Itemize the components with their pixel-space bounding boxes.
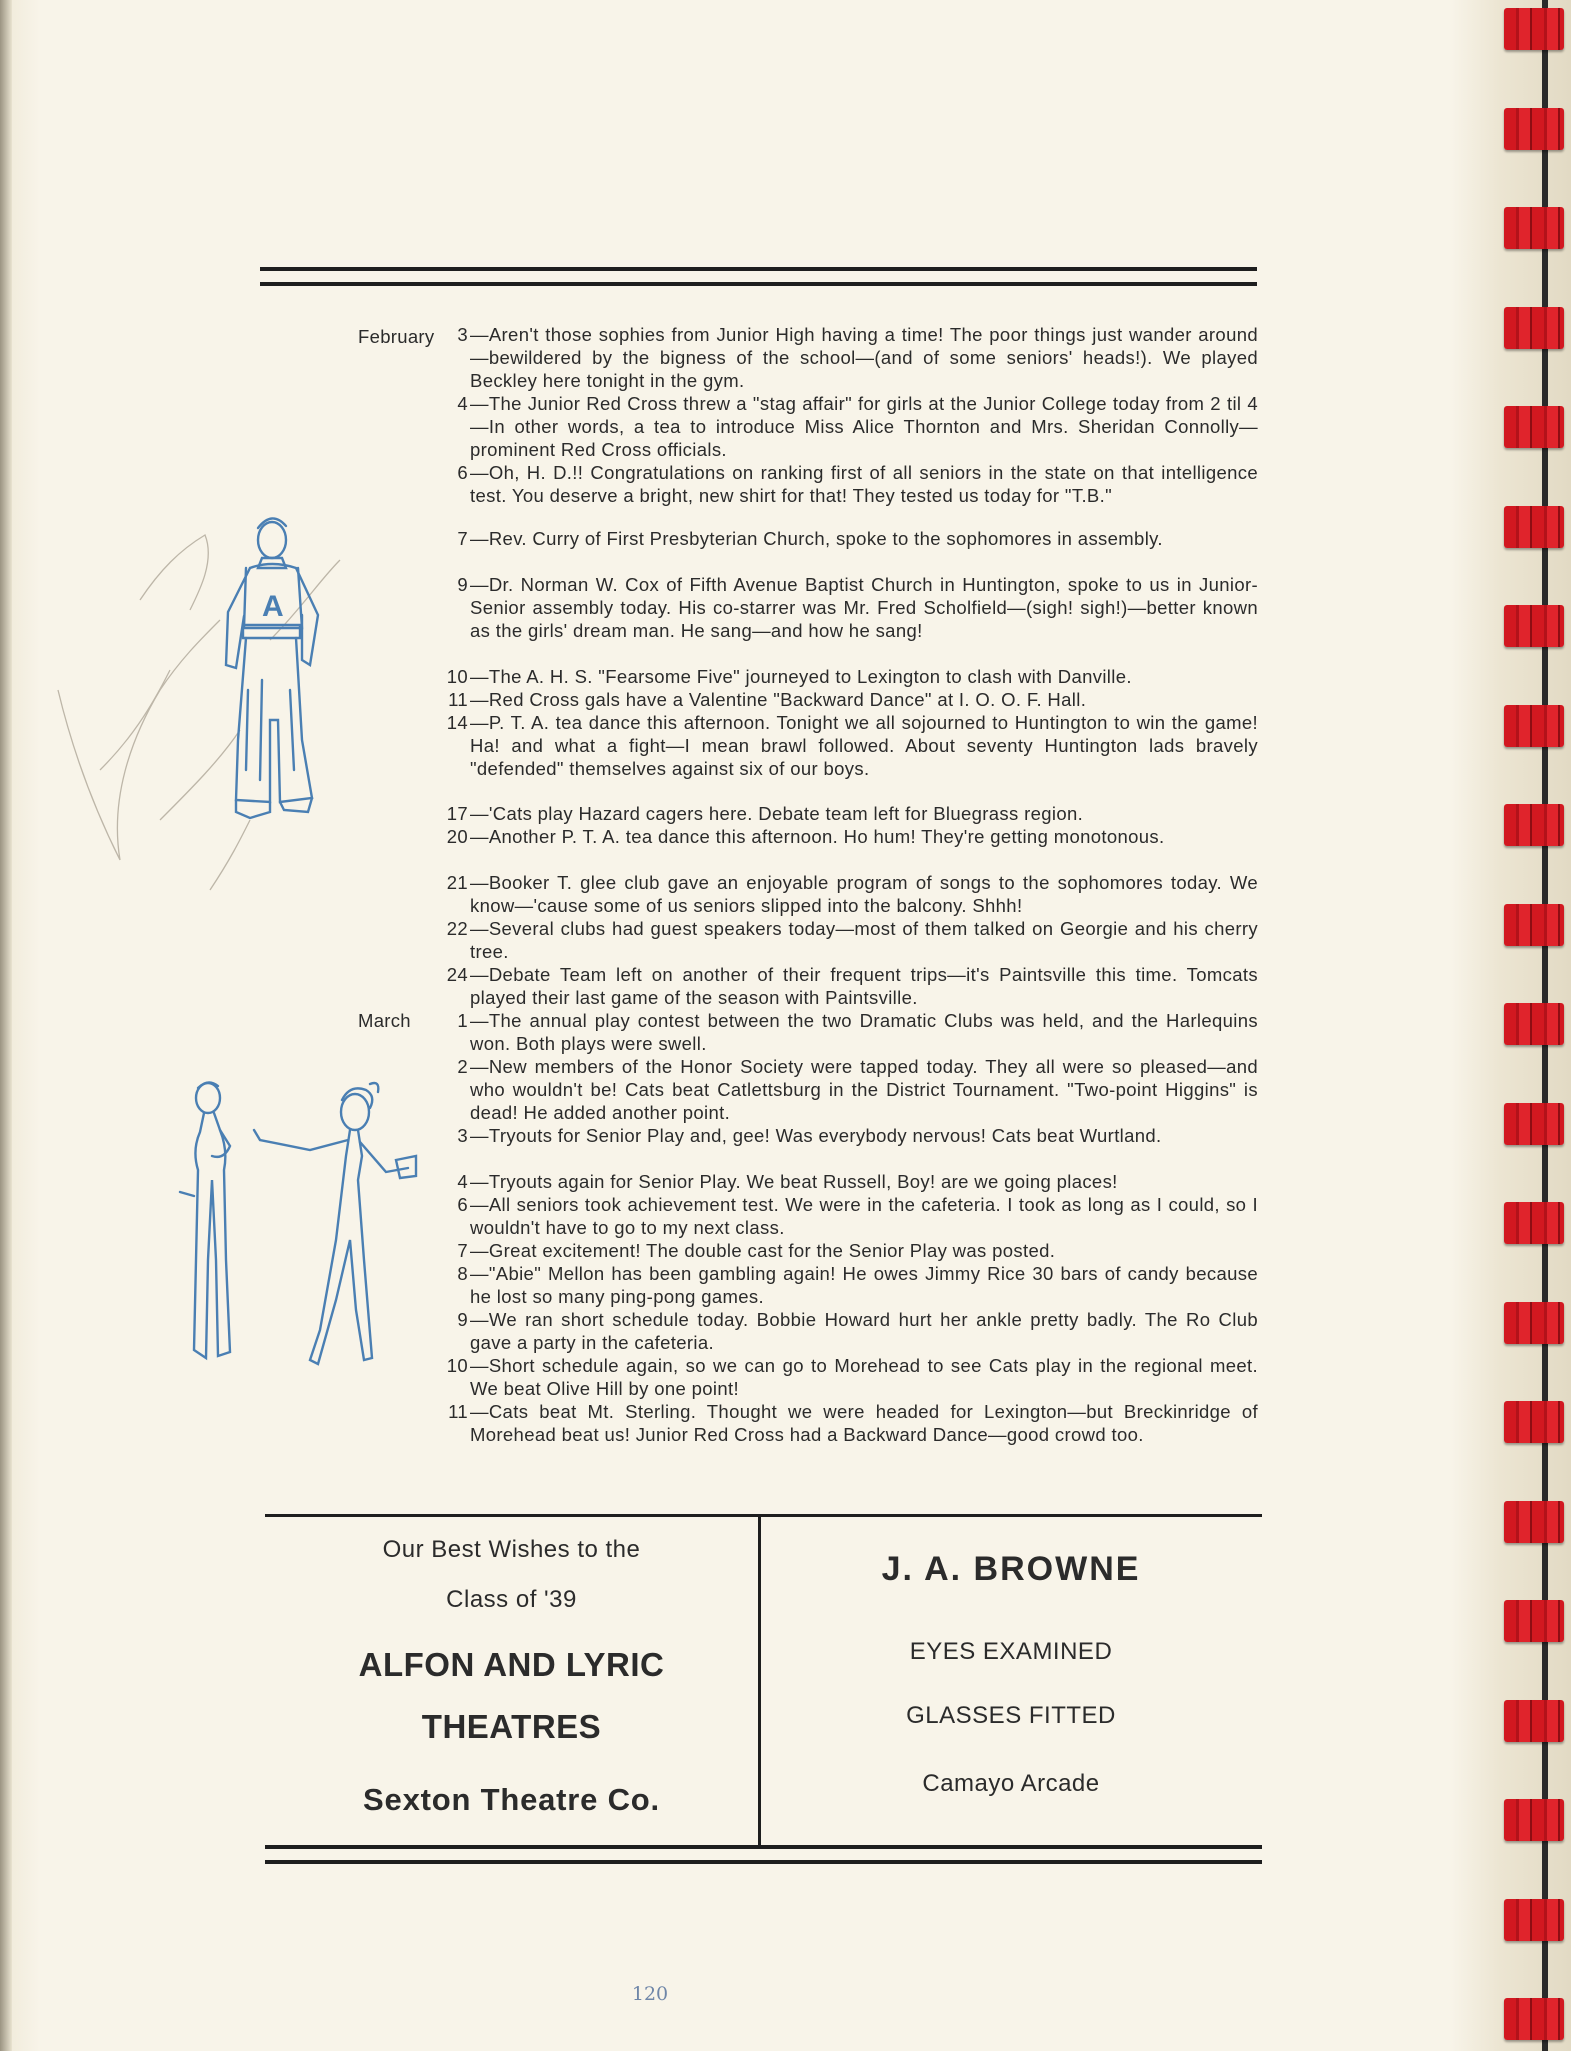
binding-ring bbox=[1504, 307, 1564, 349]
diary-entry bbox=[457, 1009, 1258, 1055]
entry-day: 3 bbox=[457, 1125, 468, 1146]
diary-entry bbox=[457, 323, 1258, 392]
diary-entry bbox=[446, 1354, 1258, 1400]
diary-entry bbox=[446, 917, 1258, 963]
diary-entry bbox=[457, 461, 1258, 507]
diary-entry bbox=[446, 802, 1258, 825]
binding-ring bbox=[1504, 406, 1564, 448]
ad-theatres-label: THEATRES bbox=[421, 1708, 602, 1745]
entry-day: 6 bbox=[457, 1194, 468, 1215]
diary-entry bbox=[448, 1400, 1258, 1446]
binding-ring bbox=[1504, 1003, 1564, 1045]
entry-day: 4 bbox=[457, 1171, 468, 1192]
page-number: 120 bbox=[631, 1983, 669, 2005]
entry-day: 20 bbox=[446, 826, 468, 847]
binding-ring bbox=[1504, 8, 1564, 50]
entry-day: 9 bbox=[457, 1309, 468, 1330]
entry-text: —P. T. A. tea dance this afternoon. Tonight we all sojourned to Huntington to win the game! Ha! and what a fight—I mean brawl followed. About seventy Huntington lads bravely "defended" themselves against six of our boys. bbox=[470, 712, 1258, 779]
binding-ring bbox=[1504, 1700, 1564, 1742]
entry-day: 11 bbox=[448, 1401, 468, 1422]
student-sketch-illustration bbox=[40, 440, 370, 940]
diary-entry bbox=[446, 711, 1258, 780]
entry-text: —Oh, H. D.!! Congratulations on ranking first of all seniors in the state on that intelligence test. You deserve a bright, new shirt for that! They tested us today for "T.B." bbox=[470, 462, 1258, 506]
entry-text: —We ran short schedule today. Bobbie Howard hurt her ankle pretty badly. The Ro Club gave a party in the cafeteria. bbox=[470, 1309, 1258, 1353]
sweater-letter: A bbox=[262, 590, 284, 623]
entry-day: 11 bbox=[448, 689, 468, 710]
boy-in-letter-sweater bbox=[226, 518, 318, 818]
entry-text: —All seniors took achievement test. We were in the cafeteria. I took as long as I could, so I wouldn't have to go to my next class. bbox=[470, 1194, 1258, 1238]
diary-entry bbox=[446, 871, 1258, 917]
binding-ring bbox=[1504, 108, 1564, 150]
diary-entry bbox=[457, 1055, 1258, 1124]
month-label-march: March bbox=[358, 1010, 411, 1031]
entry-text: —Great excitement! The double cast for the Senior Play was posted. bbox=[470, 1240, 1056, 1261]
diary-entry bbox=[457, 1170, 1258, 1193]
ad-optometrist-name: J. A. BROWNE bbox=[881, 1550, 1141, 1588]
binding-ring bbox=[1504, 1600, 1564, 1642]
diary-entry bbox=[457, 573, 1258, 642]
entry-text: —Red Cross gals have a Valentine "Backward Dance" at I. O. O. F. Hall. bbox=[470, 689, 1087, 710]
ad-class-year: Class of '39 bbox=[446, 1586, 577, 1613]
entry-text: —New members of the Honor Society were tapped today. They all were so pleased—and who wouldn't be! Cats beat Catlettsburg in the District Tournament. "Two-point Higgins" is dead! He added another point. bbox=[470, 1056, 1258, 1123]
entry-day: 2 bbox=[457, 1056, 468, 1077]
entry-day: 9 bbox=[457, 574, 468, 595]
entry-text: —The A. H. S. "Fearsome Five" journeyed to Lexington to clash with Danville. bbox=[470, 666, 1132, 687]
entry-text: —Debate Team left on another of their frequent trips—it's Paintsville this time. Tomcats played their last game of the season with Paintsville. bbox=[470, 964, 1258, 1008]
ad-theatres-name: ALFON AND LYRIC bbox=[358, 1646, 665, 1683]
ad-greeting: Our Best Wishes to the bbox=[382, 1536, 641, 1563]
diary-entry bbox=[448, 688, 1258, 711]
pencil-signature-scribble bbox=[58, 535, 340, 890]
entry-text: —Aren't those sophies from Junior High having a time! The poor things just wander around—bewildered by the bigness of the school—(and of some seniors' heads!). We played Beckley here tonight in the gym. bbox=[470, 324, 1258, 391]
binding-ring bbox=[1504, 804, 1564, 846]
diary-entry bbox=[446, 963, 1258, 1009]
entry-day: 7 bbox=[457, 528, 468, 549]
entry-day: 3 bbox=[457, 324, 468, 345]
theatres-advertisement bbox=[265, 1514, 758, 1845]
entry-day: 17 bbox=[446, 803, 468, 824]
entry-text: —Cats beat Mt. Sterling. Thought we were headed for Lexington—but Breckinridge of Morehead beat us! Junior Red Cross had a Backward Dance—good crowd too. bbox=[470, 1401, 1258, 1445]
entry-text: —Dr. Norman W. Cox of Fifth Avenue Baptist Church in Huntington, spoke to us in Junior-Senior assembly today. His co-starrer was Mr. Fred Scholfield—(sigh! sigh!)—better known as the girls' dream man. He sang—and how he sang! bbox=[470, 574, 1258, 641]
ad-eyes-examined: EYES EXAMINED bbox=[909, 1638, 1113, 1665]
entry-text: —Tryouts for Senior Play and, gee! Was everybody nervous! Cats beat Wurtland. bbox=[470, 1125, 1162, 1146]
diary-entry bbox=[446, 825, 1258, 848]
ad-company-name: Sexton Theatre Co. bbox=[363, 1782, 660, 1817]
top-double-rule bbox=[260, 267, 1257, 286]
entry-text: —Another P. T. A. tea dance this afternoon. Ho hum! They're getting monotonous. bbox=[470, 826, 1165, 847]
binding-ring bbox=[1504, 605, 1564, 647]
binding-ring bbox=[1504, 904, 1564, 946]
entry-day: 8 bbox=[457, 1263, 468, 1284]
entry-day: 10 bbox=[446, 1355, 468, 1376]
binding-ring bbox=[1504, 207, 1564, 249]
entry-day: 21 bbox=[446, 872, 468, 893]
couple-sketch-illustration bbox=[150, 1060, 420, 1400]
entry-text: —The Junior Red Cross threw a "stag affair" for girls at the Junior College today from 2 til 4—In other words, a tea to introduce Miss Alice Thornton and Mrs. Sheridan Connolly—prominent Red Cross officials. bbox=[470, 393, 1258, 460]
diary-entry bbox=[457, 1308, 1258, 1354]
entry-text: —'Cats play Hazard cagers here. Debate team left for Bluegrass region. bbox=[470, 803, 1084, 824]
diary-entry bbox=[457, 1262, 1258, 1308]
optometrist-advertisement bbox=[760, 1514, 1262, 1845]
entry-text: —The annual play contest between the two Dramatic Clubs was held, and the Harlequins won. Both plays were swell. bbox=[470, 1010, 1258, 1054]
diary-entry bbox=[446, 665, 1258, 688]
entry-text: —Tryouts again for Senior Play. We beat Russell, Boy! are we going places! bbox=[470, 1171, 1118, 1192]
binding-ring bbox=[1504, 1401, 1564, 1443]
entry-day: 1 bbox=[457, 1010, 468, 1031]
entry-day: 24 bbox=[446, 964, 468, 985]
page-edge-shadow bbox=[0, 0, 12, 2051]
entry-text: —Rev. Curry of First Presbyterian Church, spoke to the sophomores in assembly. bbox=[470, 528, 1163, 549]
entry-day: 14 bbox=[446, 712, 468, 733]
entry-day: 7 bbox=[457, 1240, 468, 1261]
entry-text: —Several clubs had guest speakers today—most of them talked on Georgie and his cherry tree. bbox=[470, 918, 1258, 962]
entry-text: —Booker T. glee club gave an enjoyable program of songs to the sophomores today. We know—'cause some of us seniors slipped into the balcony. Shhh! bbox=[470, 872, 1258, 916]
entry-day: 6 bbox=[457, 462, 468, 483]
binding-ring bbox=[1504, 1899, 1564, 1941]
spiral-binding bbox=[1500, 0, 1571, 2051]
bottom-double-rule bbox=[265, 1845, 1262, 1864]
entry-day: 4 bbox=[457, 393, 468, 414]
entry-text: —Short schedule again, so we can go to Morehead to see Cats play in the regional meet. We beat Olive Hill by one point! bbox=[470, 1355, 1258, 1399]
binding-ring bbox=[1504, 705, 1564, 747]
girl-figure bbox=[254, 1083, 416, 1364]
diary-entry bbox=[457, 392, 1258, 461]
month-label-february: February bbox=[358, 326, 435, 347]
entry-text: —"Abie" Mellon has been gambling again! He owes Jimmy Rice 30 bars of candy because he lost so many ping-pong games. bbox=[470, 1263, 1258, 1307]
diary-entry bbox=[457, 1239, 1258, 1262]
binding-ring bbox=[1504, 1103, 1564, 1145]
binding-ring bbox=[1504, 1202, 1564, 1244]
entry-day: 10 bbox=[446, 666, 468, 687]
diary-entry bbox=[457, 1193, 1258, 1239]
binding-ring bbox=[1504, 1501, 1564, 1543]
binding-ring bbox=[1504, 506, 1564, 548]
boy-figure bbox=[180, 1082, 230, 1358]
ad-location: Camayo Arcade bbox=[922, 1770, 1100, 1797]
diary-entry bbox=[457, 1124, 1258, 1147]
binding-ring bbox=[1504, 1302, 1564, 1344]
entry-day: 22 bbox=[446, 918, 468, 939]
binding-ring bbox=[1504, 1799, 1564, 1841]
binding-ring bbox=[1504, 1998, 1564, 2040]
ad-glasses-fitted: GLASSES FITTED bbox=[906, 1702, 1116, 1729]
diary-entry bbox=[457, 527, 1258, 550]
